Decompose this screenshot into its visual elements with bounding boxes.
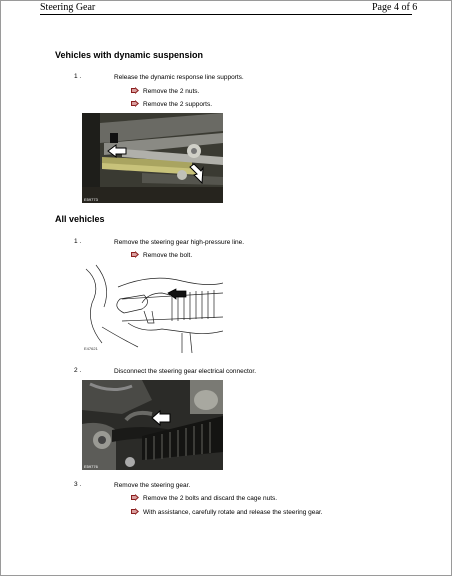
- figure-dynamic-response-supports: [82, 113, 223, 203]
- step-text: Remove the steering gear high-pressure line.: [114, 239, 245, 246]
- substep-item: [131, 508, 323, 516]
- figure-id-label: E47621: [84, 346, 98, 351]
- substep-text: Remove the 2 bolts and discard the cage nuts.: [143, 495, 278, 502]
- document-title: Steering Gear: [40, 2, 96, 13]
- step-text: Disconnect the steering gear electrical connector.: [114, 368, 256, 375]
- figure-high-pressure-line: [82, 263, 223, 353]
- substep-text: Remove the 2 supports.: [143, 101, 213, 108]
- section-heading-dynamic-suspension: Vehicles with dynamic suspension: [55, 50, 204, 60]
- substep-text: Remove the 2 nuts.: [143, 88, 200, 95]
- section-heading-all-vehicles: All vehicles: [55, 214, 105, 224]
- red-arrow-icon: [131, 508, 139, 515]
- red-arrow-icon: [131, 87, 139, 94]
- substep-text: Remove the bolt.: [143, 252, 193, 259]
- figure-id-label: E59773: [84, 197, 98, 202]
- step-number: 1 .: [74, 238, 82, 245]
- substep-item: [131, 494, 277, 502]
- substep-item: [131, 100, 212, 108]
- substep-item: [131, 87, 199, 95]
- page-number: Page 4 of 6: [372, 2, 418, 13]
- red-arrow-icon: [131, 100, 139, 107]
- figure-electrical-connector: [82, 380, 223, 470]
- substep-item: [131, 251, 192, 259]
- step-number: 2 .: [74, 367, 82, 374]
- step-number: 1 .: [74, 73, 82, 80]
- step-text: Release the dynamic response line supports.: [114, 74, 244, 81]
- step-number: 3 .: [74, 481, 82, 488]
- red-arrow-icon: [131, 251, 139, 258]
- red-arrow-icon: [131, 494, 139, 501]
- step-text: Remove the steering gear.: [114, 482, 191, 489]
- figure-id-label: E59776: [84, 464, 98, 469]
- header-rule: [40, 14, 412, 15]
- substep-text: With assistance, carefully rotate and release the steering gear.: [143, 509, 323, 516]
